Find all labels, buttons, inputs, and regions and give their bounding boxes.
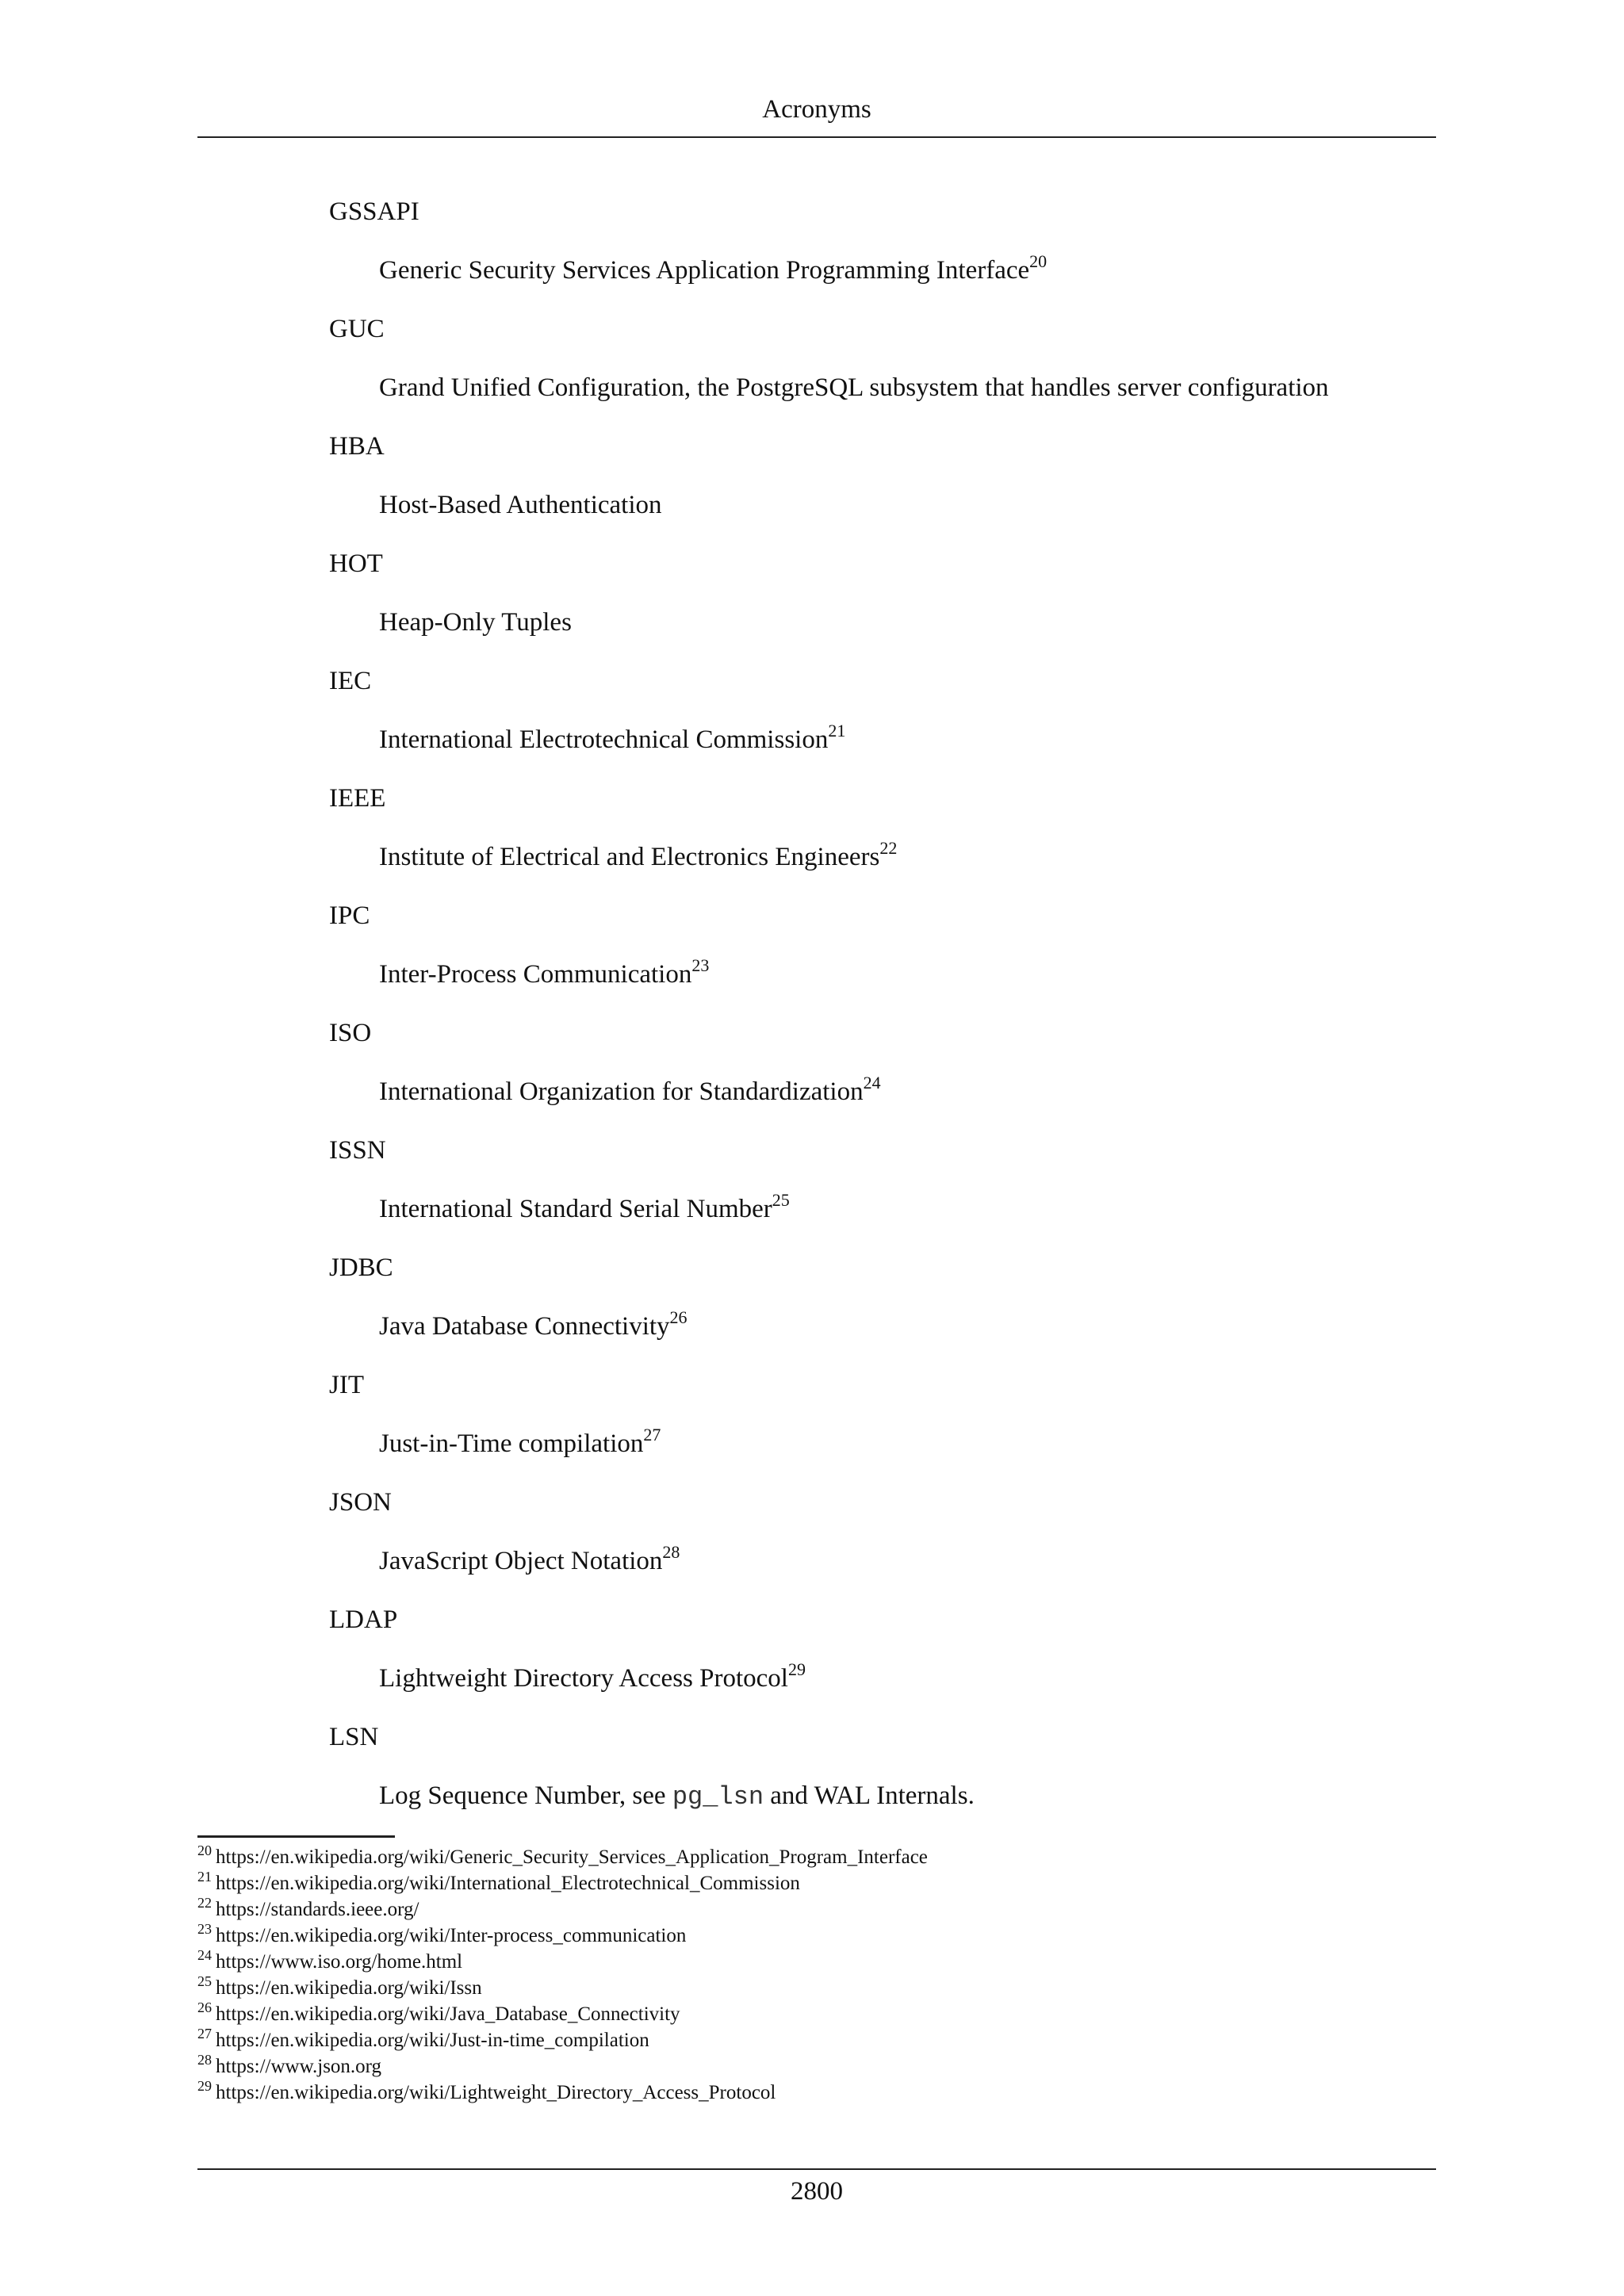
acronym-definition bbox=[329, 1537, 1439, 1596]
definition-text: International Organization for Standardization bbox=[379, 1077, 864, 1106]
footer-rule bbox=[197, 2168, 1436, 2170]
page-header-title: Acronyms bbox=[762, 95, 871, 124]
definition-text: Lightweight Directory Access Protocol bbox=[379, 1664, 788, 1693]
acronym-term: IPC bbox=[329, 901, 370, 930]
footnote-number: 20 bbox=[197, 1843, 212, 1858]
footnotes bbox=[197, 1844, 1387, 2106]
acronym-term: JDBC bbox=[329, 1253, 393, 1282]
footnote-20 bbox=[197, 1844, 1387, 1870]
acronym-definition bbox=[329, 599, 1439, 657]
footnote-number: 27 bbox=[197, 2026, 212, 2042]
acronym-definition bbox=[329, 364, 1439, 423]
footnote-28 bbox=[197, 2053, 1387, 2080]
footnote-link[interactable]: https://standards.ieee.org/ bbox=[216, 1899, 419, 1920]
acronym-definition bbox=[329, 1185, 1439, 1244]
definition-text: . bbox=[967, 1781, 975, 1810]
acronym-definition bbox=[329, 1303, 1439, 1361]
definition-text: Grand Unified Configuration, the PostgreSQL subsystem that handles server configuration bbox=[379, 373, 1329, 402]
footnote-number: 25 bbox=[197, 1973, 212, 1989]
acronym-entry-ieee bbox=[329, 775, 1439, 892]
footnote-ref[interactable]: 23 bbox=[691, 955, 710, 975]
footnote-25 bbox=[197, 1975, 1387, 2001]
footnote-link[interactable]: https://www.json.org bbox=[216, 2056, 382, 2077]
acronym-term: JIT bbox=[329, 1371, 364, 1399]
acronym-term: JSON bbox=[329, 1488, 392, 1517]
footnote-ref[interactable]: 27 bbox=[643, 1425, 661, 1445]
page-number: 2800 bbox=[791, 2177, 843, 2206]
acronym-entry-hot bbox=[329, 540, 1439, 657]
footnote-24 bbox=[197, 1949, 1387, 1975]
acronym-definition bbox=[329, 1068, 1439, 1127]
definition-text: and bbox=[764, 1781, 814, 1810]
acronym-term: GSSAPI bbox=[329, 197, 419, 226]
footnote-ref[interactable]: 29 bbox=[787, 1659, 806, 1679]
footnote-ref[interactable]: 26 bbox=[669, 1307, 688, 1327]
footnote-29 bbox=[197, 2080, 1387, 2106]
acronym-entry-jdbc bbox=[329, 1244, 1439, 1361]
footnote-26 bbox=[197, 2001, 1387, 2027]
footnote-number: 21 bbox=[197, 1869, 212, 1885]
definition-text: International Standard Serial Number bbox=[379, 1195, 772, 1223]
acronym-entry-json bbox=[329, 1479, 1439, 1596]
footnote-ref[interactable]: 25 bbox=[772, 1190, 790, 1210]
footnote-link[interactable]: https://en.wikipedia.org/wiki/Just-in-time_compilation bbox=[216, 2030, 649, 2051]
definition-text: Java Database Connectivity bbox=[379, 1312, 670, 1341]
definition-text: Institute of Electrical and Electronics Engineers bbox=[379, 843, 880, 871]
footnote-21 bbox=[197, 1870, 1387, 1896]
footnote-ref[interactable]: 20 bbox=[1029, 251, 1048, 271]
footnote-23 bbox=[197, 1923, 1387, 1949]
acronym-definition bbox=[329, 1772, 1439, 1831]
acronym-entry-iso bbox=[329, 1009, 1439, 1127]
footnote-link[interactable]: https://en.wikipedia.org/wiki/Issn bbox=[216, 1977, 482, 1999]
acronym-definition bbox=[329, 716, 1439, 775]
acronym-entry-ldap bbox=[329, 1596, 1439, 1713]
acronym-entry-lsn bbox=[329, 1713, 1439, 1831]
acronym-definition bbox=[329, 1655, 1439, 1713]
definition-text: JavaScript Object Notation bbox=[379, 1547, 663, 1575]
footnote-22 bbox=[197, 1896, 1387, 1923]
footnote-link[interactable]: https://www.iso.org/home.html bbox=[216, 1951, 463, 1973]
footnote-rule bbox=[197, 1835, 395, 1838]
footnote-ref[interactable]: 28 bbox=[662, 1542, 680, 1562]
definition-text: Host-Based Authentication bbox=[379, 491, 662, 519]
footnote-number: 22 bbox=[197, 1895, 212, 1911]
acronym-definition bbox=[329, 833, 1439, 892]
footnote-number: 26 bbox=[197, 1999, 212, 2015]
header-rule bbox=[197, 136, 1436, 138]
acronym-term: GUC bbox=[329, 315, 385, 343]
acronym-term: LSN bbox=[329, 1723, 379, 1751]
acronym-entry-gssapi bbox=[329, 188, 1439, 305]
footnote-ref[interactable]: 22 bbox=[879, 838, 898, 858]
acronym-entry-jit bbox=[329, 1361, 1439, 1479]
acronym-term: IEC bbox=[329, 667, 372, 695]
footnote-link[interactable]: https://en.wikipedia.org/wiki/Inter-process_communication bbox=[216, 1925, 687, 1946]
wal-internals-link[interactable]: WAL Internals bbox=[814, 1781, 968, 1810]
footnote-link[interactable]: https://en.wikipedia.org/wiki/Lightweight_Directory_Access_Protocol bbox=[216, 2082, 776, 2103]
acronym-term: IEEE bbox=[329, 784, 386, 813]
footnote-number: 29 bbox=[197, 2078, 212, 2094]
acronym-definition bbox=[329, 1420, 1439, 1479]
acronym-term: HOT bbox=[329, 549, 383, 578]
footnote-number: 23 bbox=[197, 1921, 212, 1937]
acronym-entry-guc bbox=[329, 305, 1439, 423]
footnote-number: 24 bbox=[197, 1947, 212, 1963]
acronym-term: LDAP bbox=[329, 1605, 398, 1634]
definition-text: Log Sequence Number, see bbox=[379, 1781, 672, 1810]
footnote-number: 28 bbox=[197, 2052, 212, 2068]
footnote-27 bbox=[197, 2027, 1387, 2053]
footnote-link[interactable]: https://en.wikipedia.org/wiki/Generic_Security_Services_Application_Program_Interface bbox=[216, 1846, 928, 1868]
definition-text: Inter-Process Communication bbox=[379, 960, 692, 989]
acronym-definition bbox=[329, 481, 1439, 540]
acronym-definition bbox=[329, 247, 1439, 305]
acronym-term: ISO bbox=[329, 1019, 372, 1047]
footnote-link[interactable]: https://en.wikipedia.org/wiki/Java_Database_Connectivity bbox=[216, 2003, 680, 2025]
definition-text: Heap-Only Tuples bbox=[379, 608, 572, 637]
acronym-entry-hba bbox=[329, 423, 1439, 540]
acronym-list bbox=[329, 188, 1439, 1831]
acronym-term: ISSN bbox=[329, 1136, 386, 1165]
acronym-entry-ipc bbox=[329, 892, 1439, 1009]
footnote-ref[interactable]: 21 bbox=[828, 721, 846, 740]
acronym-term: HBA bbox=[329, 432, 385, 461]
footnote-ref[interactable]: 24 bbox=[863, 1073, 881, 1093]
acronym-entry-issn bbox=[329, 1127, 1439, 1244]
definition-text: Just-in-Time compilation bbox=[379, 1429, 644, 1458]
definition-text: International Electrotechnical Commission bbox=[379, 725, 829, 754]
definition-text: Generic Security Services Application Programming Interface bbox=[379, 256, 1030, 285]
acronym-definition bbox=[329, 951, 1439, 1009]
footnote-link[interactable]: https://en.wikipedia.org/wiki/International_Electrotechnical_Commission bbox=[216, 1873, 800, 1894]
acronym-entry-iec bbox=[329, 657, 1439, 775]
pg-lsn-type-link[interactable]: pg_lsn bbox=[672, 1782, 764, 1812]
